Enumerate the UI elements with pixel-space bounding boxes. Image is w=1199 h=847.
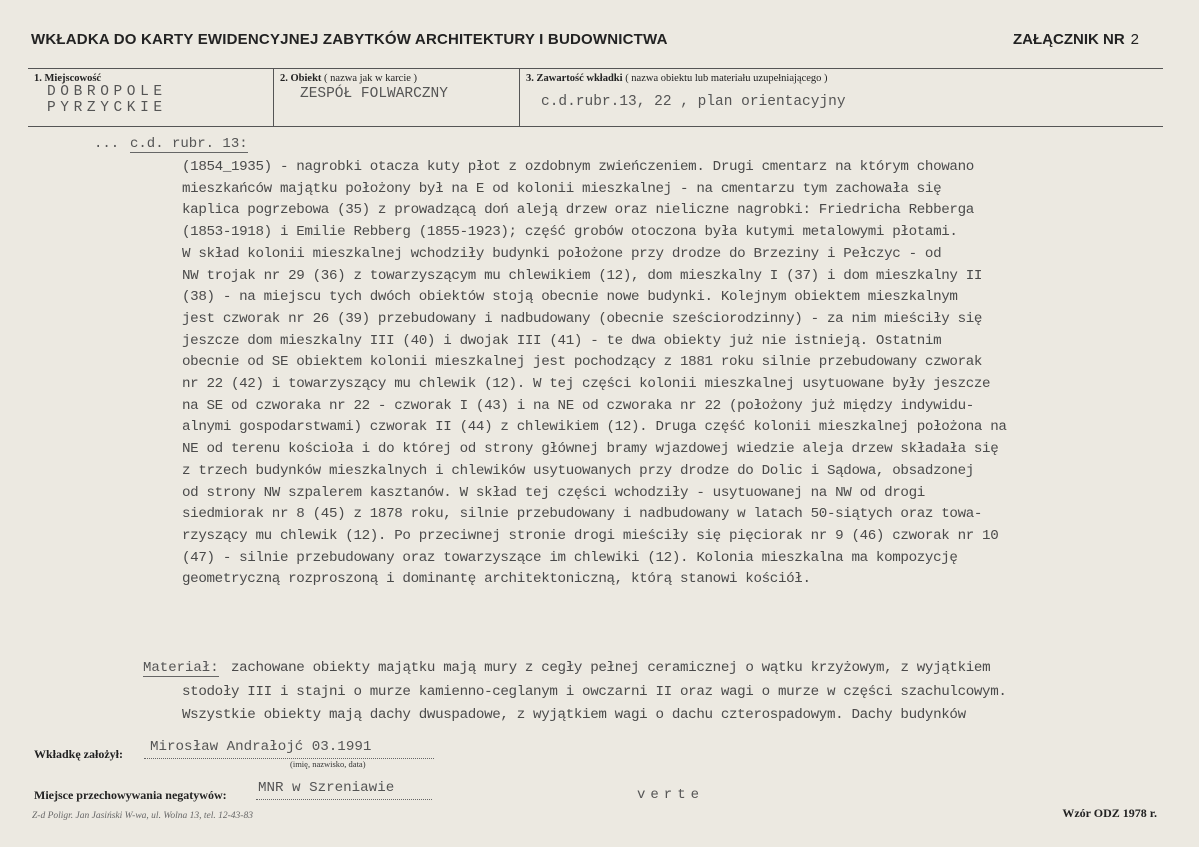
locality-value-line1: DOBROPOLE [47,84,167,100]
text-line: W skład kolonii mieszkalnej wchodziły budynki położone przy drodze do Brzeziny i Pełczyc - od [182,245,942,262]
object-value: ZESPÓŁ FOLWARCZNY [300,86,448,102]
text-line: (47) - silnie przebudowany oraz towarzyszące im chlewiki (12). Kolonia mieszkalna ma kompozycję [182,549,958,566]
contents-label-text: 3. Zawartość wkładki [526,73,623,84]
text-line: od strony NW szpalerem kasztanów. W skład tej części wchodziły - usytuowanej na NW od drogi [182,484,925,501]
object-label-hint: ( nazwa jak w karcie ) [324,73,418,84]
form-model: Wzór ODZ 1978 r. [1062,806,1157,820]
text-line: mieszkańców majątku położony był na E od kolonii mieszkalnej - na cmentarzu tym zachowała się [182,180,942,197]
text-line: zachowane obiekty majątku mają mury z cegły pełnej ceramicznej o wątku krzyżowym, z wyjątkiem [231,660,991,676]
object-label [280,73,417,84]
founder-label: Wkładkę założył: [34,747,123,761]
text-line: (1854_1935) - nagrobki otacza kuty płot z ozdobnym zwieńczeniem. Drugi cmentarz na którym chowano [182,159,974,175]
text-line: (38) - na miejscu tych dwóch obiektów stoją obecnie nowe budynki. Kolejnym obiektem mieszkalnym [182,289,958,306]
negatives-value: MNR w Szreniawie [258,780,395,796]
section-label-material: Materiał: [143,660,219,676]
text-line: rzyszący mu chlewik (12). Po przeciwnej stronie drogi mieściły się pięciorak nr 9 (46) czworak nr 10 [182,527,999,544]
locality-value-line2: PYRZYCKIE [47,100,167,116]
locality-label: 1. Miejscowość [34,73,102,84]
verte-note: verte [637,787,705,803]
annex-label-text: ZAŁĄCZNIK NR [1013,31,1125,48]
contents-label [526,73,828,84]
text-line: siedmiorak nr 8 (45) z 1878 roku, silnie przebudowany i nadbudowany w latach 50-siątych oraz towa- [182,506,983,523]
section-label-rubric13: c.d. rubr. 13: [130,136,248,152]
text-line: jest czworak nr 26 (39) przebudowany i nadbudowany (obecnie sześciorodzinny) - za nim mieściły się [182,310,983,327]
text-line: nr 22 (42) i towarzyszący mu chlewik (12). W tej części kolonii mieszkalnej usytuowane były jeszcze [182,376,991,392]
text-line: geometryczną rozproszoną i dominantę architektoniczną, którą stanowi kościół. [182,571,811,588]
founder-value: Mirosław Andrałojć 03.1991 [150,739,372,755]
text-line: na SE od czworaka nr 22 - czworak I (43) i na NE od czworaka nr 22 (położony już między indywidu- [182,397,974,414]
object-label-text: 2. Obiekt [280,73,322,84]
contents-label-hint: ( nazwa obiektu lub materiału uzupełniającego ) [625,73,828,84]
printer-imprint: Z-d Poligr. Jan Jasiński W-wa, ul. Wolna 13, tel. 12-43-83 [32,811,253,821]
text-line: stodoły III i stajni o murze kamienno-ceglanym i owczarni II oraz wagi o murze w części szachulcowym. [182,683,1007,700]
field-divider [519,68,520,126]
contents-value: c.d.rubr.13, 22 , plan orientacyjny [541,94,846,110]
text-line: NW trojak nr 29 (36) z towarzyszącym mu chlewikiem (12), dom mieszkalny I (37) i dom mieszkalny II [182,267,983,284]
form-title: WKŁADKA DO KARTY EWIDENCYJNEJ ZABYTKÓW ARCHITEKTURY I BUDOWNICTWA [31,31,668,48]
annex-number: 2 [1130,31,1139,48]
continuation-dots: ... [94,136,120,152]
text-line: jeszcze dom mieszkalny III (40) i dwojak III (41) - te dwa obiekty już nie istnieją. Ostatnim [182,332,942,349]
text-line: NE od terenu kościoła i do której od strony głównej bramy wjazdowej wiedzie aleja drzew składała się [182,441,999,458]
text-line: z trzech budynków mieszkalnych i chlewików usytuowanych przy drodze do Dolic i Sądowa, obsadzonej [182,462,974,479]
text-line: obecnie od SE obiektem kolonii mieszkalnej jest pochodzący z 1881 roku silnie przebudowany czworak [182,354,983,371]
text-line: alnymi gospodarstwami) czworak II (44) z chlewikiem (12). Druga część kolonii mieszkalnej położona na [182,419,1007,436]
founder-hint: (imię, nazwisko, data) [290,759,366,769]
text-line: kaplica pogrzebowa (35) z prowadzącą doń aleją drzew oraz nieliczne nagrobki: Friedricha Rebberga [182,202,974,219]
text-line: (1853-1918) i Emilie Rebberg (1855-1923); część grobów otoczona była kutymi metalowymi płotami. [182,224,958,241]
annex-label [1013,31,1139,48]
text-line: Wszystkie obiekty mają dachy dwuspadowe, z wyjątkiem wagi o dachu czterospadowym. Dachy budynków [182,707,966,723]
field-divider [273,68,274,126]
negatives-label: Miejsce przechowywania negatywów: [34,788,227,802]
